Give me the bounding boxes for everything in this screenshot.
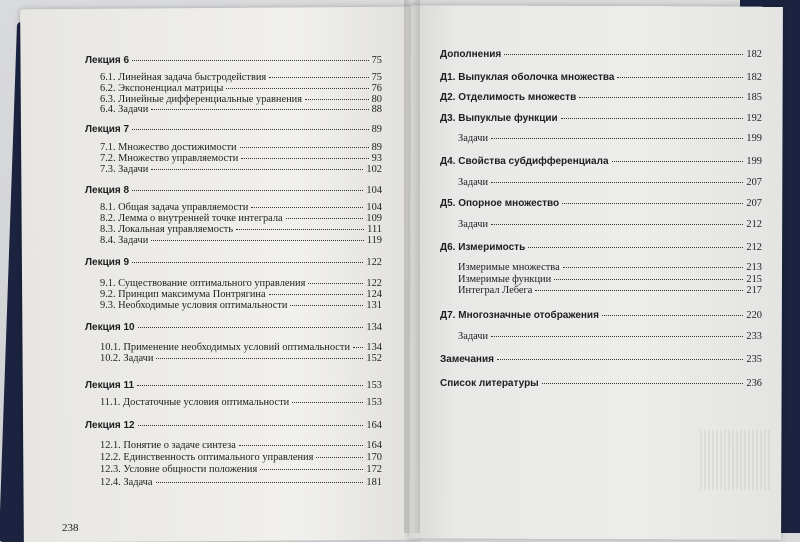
toc-page-number: 182 [746,72,762,83]
toc-label: 7.3. Задачи [100,164,149,175]
dot-leader [305,99,369,100]
dot-leader [156,482,364,483]
toc-page-number: 212 [746,219,762,230]
toc-page-number: 111 [367,224,382,235]
toc-page-number: 75 [371,72,382,83]
toc-label: Д4. Свойства субдифференциала [440,156,609,167]
toc-label: Замечания [440,354,494,365]
toc-label: 6.2. Экспоненциал матрицы [100,83,224,94]
toc-heading-row [85,381,382,391]
toc-item-row [458,263,762,273]
toc-item-row [100,143,382,153]
dot-leader [132,190,363,191]
dot-leader [602,315,744,316]
page-number: 238 [62,522,79,534]
toc-page-number: 199 [746,156,762,167]
toc-item-row [458,286,762,296]
toc-label: 9.3. Необходимые условия оптимальности [100,300,288,311]
toc-heading-row [440,243,762,253]
toc-heading-row [440,355,762,365]
dot-leader [612,161,744,162]
toc-item-row [458,178,762,188]
dot-leader [226,88,368,89]
toc-page-number: 199 [746,133,762,144]
toc-label: Интеграл Лебега [458,285,533,296]
dot-leader [504,54,743,55]
toc-heading-row [440,157,762,167]
toc-heading-row [85,125,382,135]
toc-item-row [100,105,382,115]
dot-leader [132,129,369,130]
toc-page-number: 76 [371,83,382,94]
toc-page-number: 212 [746,242,762,253]
toc-heading-row [85,186,382,196]
toc-item-row [100,165,382,175]
dot-leader [562,203,743,204]
dot-leader [353,347,363,348]
toc-label: 7.2. Множество управляемости [100,153,239,164]
toc-item-row [100,343,382,353]
toc-page-number: 134 [366,342,382,353]
dot-leader [491,224,743,225]
toc-item-row [100,84,382,94]
toc-page-number: 236 [746,378,762,389]
toc-label: Д6. Измеримость [440,242,526,253]
toc-label: 12.4. Задача [100,477,153,488]
toc-label: Дополнения [440,49,502,60]
toc-heading-row [85,56,382,66]
toc-page-number: 207 [746,198,762,209]
toc-label: 8.2. Лемма о внутренней точке интеграла [100,213,283,224]
toc-item-row [100,465,382,475]
dot-leader [269,294,364,295]
toc-page-number: 164 [366,440,382,451]
toc-page-number: 215 [746,274,762,285]
toc-label: 10.1. Применение необходимых условий оптимальности [100,342,351,353]
toc-heading-row [440,114,762,124]
toc-label: Задачи [458,331,489,342]
toc-item-row [458,332,762,342]
toc-label: 7.1. Множество достижимости [100,142,237,153]
toc-page-number: 80 [371,94,382,105]
toc-label: Лекция 10 [85,322,135,333]
toc-page-number: 122 [366,257,382,268]
dot-leader [241,158,368,159]
toc-page-number: 124 [366,289,382,300]
toc-item-row [100,441,382,451]
toc-page-number: 104 [366,185,382,196]
toc-label: 10.2. Задачи [100,353,154,364]
toc-page-number: 119 [366,235,382,246]
toc-page-number: 75 [371,55,382,66]
toc-label: Лекция 6 [85,55,130,66]
dot-leader [286,218,364,219]
toc-heading-row [440,199,762,209]
toc-label: Измеримые функции [458,274,552,285]
dot-leader [497,359,743,360]
dot-leader [260,469,363,470]
toc-page-number: 152 [366,353,382,364]
toc-heading-row [440,50,762,60]
toc-page-number: 235 [746,354,762,365]
toc-item-row [100,478,382,488]
toc-item-row [100,203,382,213]
toc-label: Лекция 11 [85,380,135,391]
toc-item-row [100,398,382,408]
dot-leader [491,182,743,183]
toc-heading-row [440,379,762,389]
toc-page-number: 233 [746,331,762,342]
dot-leader [554,279,743,280]
toc-item-row [458,220,762,230]
toc-label: 8.1. Общая задача управляемости [100,202,249,213]
dot-leader [239,445,364,446]
dot-leader [491,336,743,337]
dot-leader [132,60,369,61]
toc-label: Задачи [458,133,489,144]
toc-label: 9.2. Принцип максимума Понтрягина [100,289,266,300]
toc-label: 12.2. Единственность оптимального управления [100,452,314,463]
dot-leader [491,138,743,139]
toc-item-row [100,279,382,289]
toc-page-number: 122 [366,278,382,289]
toc-label: 6.4. Задачи [100,104,149,115]
dot-leader [563,267,744,268]
dot-leader [236,229,364,230]
toc-item-row [458,275,762,285]
toc-item-row [100,225,382,235]
toc-item-row [100,301,382,311]
toc-label: Д5. Опорное множество [440,198,560,209]
dot-leader [240,147,369,148]
book-gutter [404,0,420,533]
dot-leader [579,97,743,98]
toc-item-row [458,134,762,144]
toc-heading-row [85,258,382,268]
dot-leader [151,109,368,110]
dot-leader [308,283,363,284]
toc-label: Д7. Многозначные отображения [440,310,599,321]
toc-page-number: 192 [746,113,762,124]
dot-leader [316,457,363,458]
dot-leader [528,247,743,248]
toc-page-number: 88 [371,104,382,115]
toc-label: Д1. Выпуклая оболочка множества [440,72,615,83]
toc-label: Список литературы [440,378,539,389]
toc-item-row [100,453,382,463]
toc-page-number: 89 [371,142,382,153]
dot-leader [137,385,363,386]
toc-page-number: 131 [366,300,382,311]
dot-leader [535,290,743,291]
dot-leader [542,383,744,384]
dot-leader [156,358,363,359]
toc-item-row [100,290,382,300]
dot-leader [151,169,363,170]
toc-label: Измеримые множества [458,262,560,273]
toc-page-number: 172 [366,464,382,475]
toc-page-number: 102 [366,164,382,175]
dot-leader [151,240,364,241]
toc-label: 11.1. Достаточные условия оптимальности [100,397,290,408]
toc-label: 8.3. Локальная управляемость [100,224,234,235]
toc-heading-row [85,421,382,431]
toc-label: 8.4. Задачи [100,235,149,246]
toc-page-number: 164 [366,420,382,431]
toc-label: 9.1. Существование оптимального управления [100,278,306,289]
toc-page-number: 217 [746,285,762,296]
toc-page-number: 185 [746,92,762,103]
toc-item-row [100,354,382,364]
toc-label: 6.3. Линейные дифференциальные уравнения [100,94,302,105]
toc-label: 6.1. Линейная задача быстродействия [100,72,267,83]
toc-heading-row [440,73,762,83]
toc-heading-row [440,311,762,321]
toc-page-number: 153 [366,397,382,408]
toc-label: Задачи [458,177,489,188]
dot-leader [290,305,363,306]
toc-page-number: 153 [366,380,382,391]
toc-label: 12.1. Понятие о задаче синтеза [100,440,236,451]
toc-page-number: 109 [366,213,382,224]
toc-page-number: 182 [746,49,762,60]
toc-heading-row [85,323,382,333]
toc-page-number: 170 [366,452,382,463]
toc-label: Лекция 12 [85,420,135,431]
toc-item-row [100,236,382,246]
toc-label: Лекция 7 [85,124,130,135]
toc-item-row [100,73,382,83]
toc-page-number: 93 [371,153,382,164]
toc-label: Лекция 9 [85,257,130,268]
toc-label: Лекция 8 [85,185,130,196]
toc-label: Д3. Выпуклые функции [440,113,558,124]
toc-page-number: 89 [371,124,382,135]
dot-leader [138,327,364,328]
toc-page-number: 181 [366,477,382,488]
toc-page-number: 134 [366,322,382,333]
toc-label: 12.3. Условие общности положения [100,464,258,475]
dot-leader [561,118,744,119]
toc-label: Д2. Отделимость множеств [440,92,577,103]
dot-leader [251,207,363,208]
dot-leader [269,77,368,78]
dot-leader [617,77,743,78]
dot-leader [132,262,363,263]
toc-item-row [100,154,382,164]
toc-page-number: 207 [746,177,762,188]
toc-label: Задачи [458,219,489,230]
barcode-show-through [700,430,770,490]
dot-leader [292,402,363,403]
toc-page-number: 213 [746,262,762,273]
toc-page-number: 220 [746,310,762,321]
toc-heading-row [440,93,762,103]
dot-leader [138,425,364,426]
toc-item-row [100,214,382,224]
toc-page-number: 104 [366,202,382,213]
